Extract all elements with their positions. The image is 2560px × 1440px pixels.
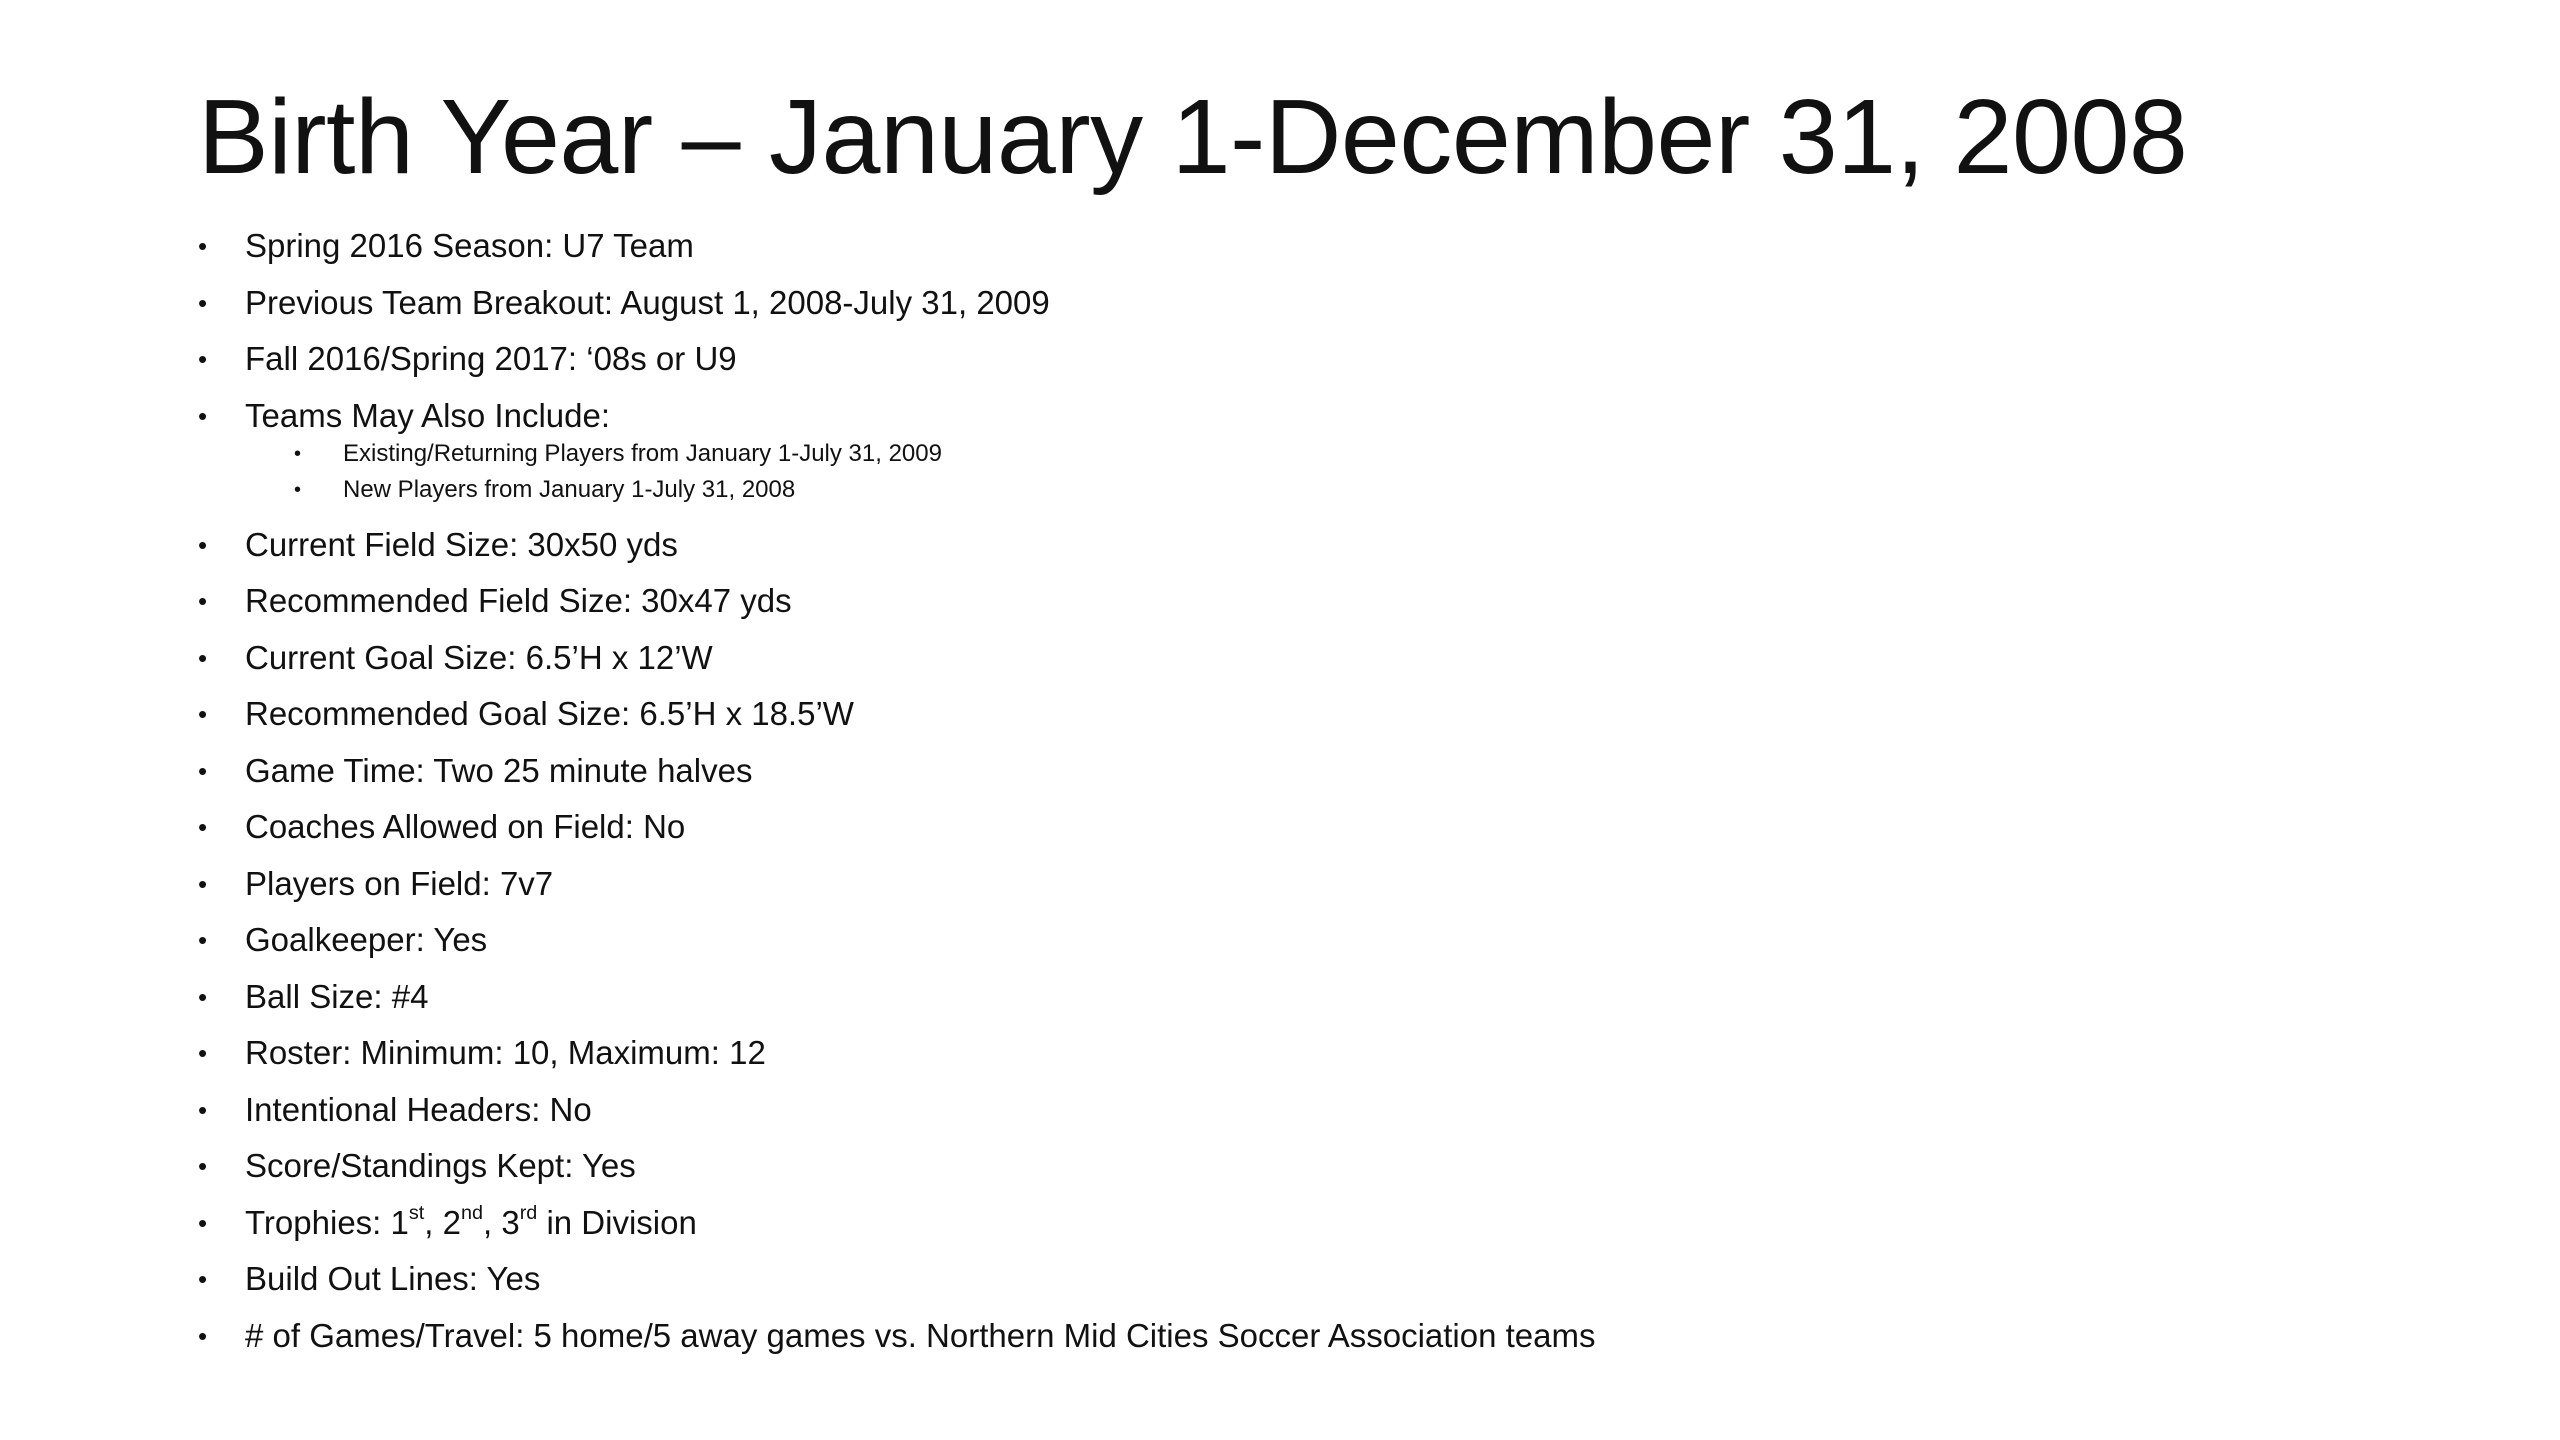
sub-list-item-text: New Players from January 1-July 31, 2008: [343, 476, 796, 503]
list-item-text: Fall 2016/Spring 2017: ‘08s or U9: [245, 340, 737, 377]
bullet-icon: •: [198, 1038, 208, 1068]
bullet-icon: •: [198, 812, 208, 842]
list-item-text: Previous Team Breakout: August 1, 2008-July 31, 2009: [245, 284, 1050, 321]
bullet-icon: •: [198, 925, 208, 955]
bullet-icon: •: [198, 344, 208, 374]
list-item-text: Game Time: Two 25 minute halves: [245, 752, 753, 789]
list-item-text: [245, 1203, 697, 1243]
bullet-icon: •: [198, 699, 208, 729]
list-item-text: Spring 2016 Season: U7 Team: [245, 227, 694, 264]
list-item-text: Roster: Minimum: 10, Maximum: 12: [245, 1034, 766, 1071]
list-item-text: # of Games/Travel: 5 home/5 away games vs. Northern Mid Cities Soccer Association teams: [245, 1317, 1596, 1354]
list-item-text: Score/Standings Kept: Yes: [245, 1147, 636, 1184]
bullet-icon: •: [198, 1208, 208, 1238]
bullet-icon: •: [198, 231, 208, 261]
trophies-first-suffix: st: [408, 1202, 425, 1225]
trophies-separator: ,: [482, 1204, 502, 1241]
trophies-tail: in Division: [537, 1204, 697, 1241]
bullet-icon: •: [198, 1264, 208, 1294]
list-item-text: Recommended Field Size: 30x47 yds: [245, 582, 792, 619]
list-item-text: Players on Field: 7v7: [245, 865, 554, 902]
bullet-icon: •: [198, 869, 208, 899]
bullet-icon: •: [294, 479, 302, 501]
list-item-text: Build Out Lines: Yes: [245, 1260, 541, 1297]
list-item-text: Coaches Allowed on Field: No: [245, 808, 686, 845]
trophies-separator: ,: [424, 1204, 443, 1241]
list-item-text: Goalkeeper: Yes: [245, 921, 488, 958]
trophies-second-suffix: nd: [460, 1202, 483, 1225]
list-item-text: Teams May Also Include:: [245, 397, 610, 434]
bullet-icon: •: [198, 1321, 208, 1351]
bullet-icon: •: [294, 443, 302, 465]
bullet-icon: •: [198, 288, 208, 318]
bullet-icon: •: [198, 401, 208, 431]
bullet-icon: •: [198, 982, 208, 1012]
trophies-first-number: 1: [390, 1204, 409, 1241]
trophies-label: Trophies:: [245, 1204, 391, 1241]
sub-list-item-text: Existing/Returning Players from January 1-July 31, 2009: [343, 440, 942, 467]
bullet-icon: •: [198, 1095, 208, 1125]
trophies-third-suffix: rd: [519, 1202, 538, 1225]
bullet-icon: •: [198, 530, 208, 560]
bullet-icon: •: [198, 1151, 208, 1181]
trophies-second-number: 2: [442, 1204, 461, 1241]
list-item-text: Current Field Size: 30x50 yds: [245, 526, 678, 563]
bullet-icon: •: [198, 643, 208, 673]
trophies-third-number: 3: [501, 1204, 520, 1241]
list-item-text: Current Goal Size: 6.5’H x 12’W: [245, 639, 713, 676]
list-item-text: Recommended Goal Size: 6.5’H x 18.5’W: [245, 695, 854, 732]
list-item-text: Intentional Headers: No: [245, 1091, 592, 1128]
slide-title: Birth Year – January 1-December 31, 2008: [198, 78, 2188, 196]
list-item-text: Ball Size: #4: [245, 978, 429, 1015]
bullet-icon: •: [198, 756, 208, 786]
bullet-icon: •: [198, 586, 208, 616]
